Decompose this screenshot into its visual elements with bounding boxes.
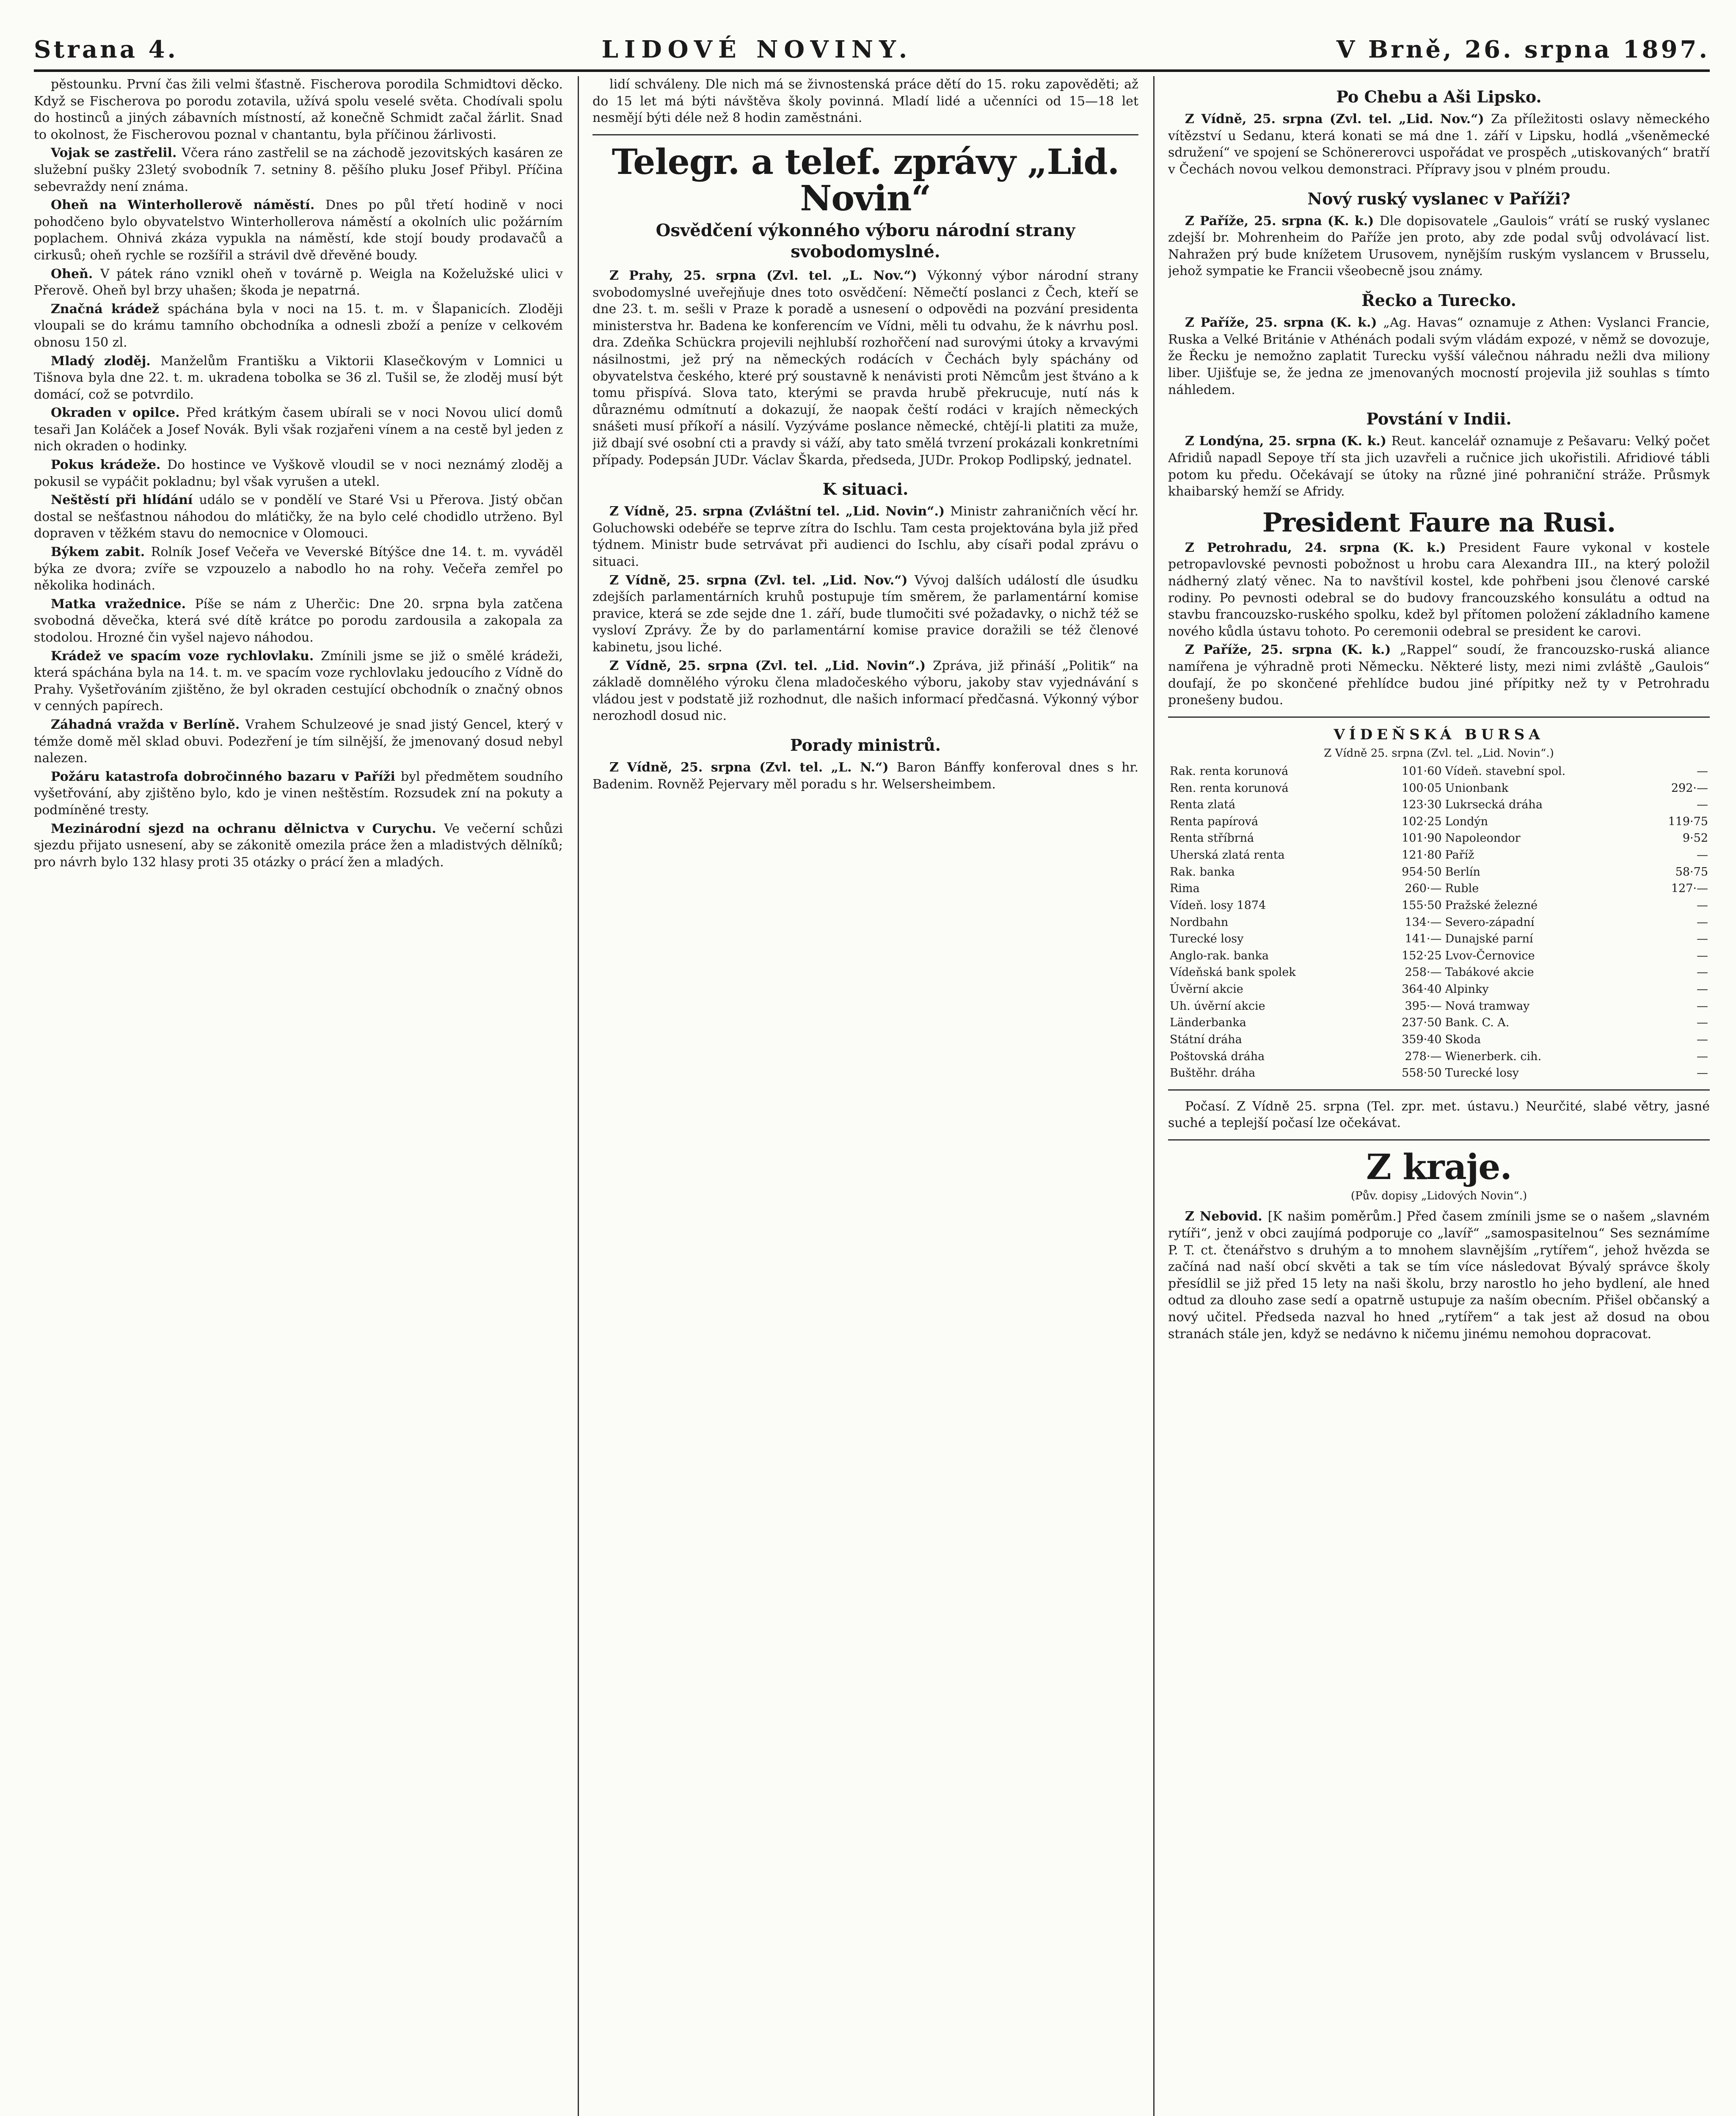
news-item xyxy=(1168,433,1710,500)
exchange-cell-v3: 9·52 xyxy=(1682,832,1708,845)
exchange-row xyxy=(1168,1048,1710,1065)
news-item-head: Z Paříže, 25. srpna (K. k.) xyxy=(1185,213,1380,229)
news-item xyxy=(1168,540,1710,640)
news-item-head: Z Londýna, 25. srpna (K. k.) xyxy=(1185,434,1392,449)
news-item-head: Z Vídně, 25. srpna (Zvl. tel. „Lid. Nov.“) xyxy=(609,573,915,588)
exchange-row xyxy=(1168,897,1710,914)
situation-heading: K situaci. xyxy=(822,479,909,499)
news-item xyxy=(34,492,563,542)
news-item-head: Z Nebovid. xyxy=(1185,1209,1268,1224)
exchange-cell-v3: — xyxy=(1697,949,1708,962)
news-item-body: Reut. kancelář oznamuje z Pešavaru: Velký počet Afridiů napadl Sepoye tří sta jich uzavřeli a ručnice jich ukořistili. Afridiové tábli potom ku předu. Očekávají se útoky na různé jiné pohraniční stráže. Průsmyk khaibarský hemží se Afridy. xyxy=(1168,434,1710,499)
exchange-cell-v3: — xyxy=(1697,1033,1708,1046)
news-item-body: Za příležitosti oslavy německého vítězství u Sedanu, která konati se má dne 1. září v Lipsku, hodlá „všeněmecké sdružení“ ve spojení se Schönererovci uspořádat ve prospěch „utiskovaných“ bratří v Čechách novou velkou demonstraci. Přípravy jsou v plném proudu. xyxy=(1168,112,1710,177)
exchange-cell-v2: Pražské železné xyxy=(1445,898,1538,912)
exchange-cell-name: Nordbahn xyxy=(1170,915,1229,929)
news-item xyxy=(34,266,563,299)
news-title: Po Chebu a Aši Lipsko. xyxy=(1336,87,1542,106)
news-item-head: Matka vražednice. xyxy=(51,596,195,612)
news-item xyxy=(34,769,563,819)
news-item-head: Neštěstí při hlídání xyxy=(51,493,199,508)
exchange-row xyxy=(1168,1065,1710,1082)
exchange-cell-v2: Alpinky xyxy=(1445,983,1489,996)
issue-date: V Brně, 26. srpna 1897. xyxy=(1336,36,1710,63)
newspaper-page xyxy=(34,17,1710,2116)
news-title: Řecko a Turecko. xyxy=(1361,291,1516,310)
news-item-body: Výkonný výbor národní strany svobodomyslné uveřejňuje dnes toto osvědčení: Němečtí poslanci z Čech, kteří se dne 23. t. m. sešli v Praze k poradě a usnesení o odpovědi na pozvání presidenta ministerstva hr. Badena ke konferencím ve Vídni, měli tu odvahu, že k návrhu posl. dra. Zdeňka Schückra projevili nejhlubší rozhořčení nad surovými útoky a krvavými násilnostmi, jež prý na německých rodácích v Čechách byly spáchány od obyvatelstva českého, které prý soustavně k nenávisti proti Němcům jest štváno a k tomu přispívá. Slova tato, kterými se pravda hrubě překrucuje, nutí nás k důraznému odmítnutí a dokazují, že naopak čeští rodáci v krajích německých snášeti musí příkoří a násilí. Vyzýváme poslance německé, chtějí-li platiti za muže, již dbají své osobní cti a pravdy si váží, aby tato smělá tvrzení prokázali konkretními případy. Podepsán JUDr. Václav Škarda, předseda, JUDr. Prokop Podlipský, jednatel. xyxy=(592,268,1138,468)
exchange-row xyxy=(1168,847,1710,864)
divider xyxy=(1168,716,1710,718)
exchange-cell-v2: Lvov-Černovice xyxy=(1445,949,1535,962)
news-item-head: Značná krádež xyxy=(51,301,168,317)
news-item-body: Před krátkým časem ubírali se v noci Novou ulicí domů tesaři Jan Koláček a Josef Novák. Byli však rozjařeni vínem a na cestě byl jeden z nich okraden o hodinky. xyxy=(34,405,563,454)
exchange-cell-v1: 155·50 xyxy=(1402,898,1442,912)
exchange-cell-name: Úvěrní akcie xyxy=(1170,983,1243,996)
news-item-head: Z Paříže, 25. srpna (K. k.) xyxy=(1185,642,1400,658)
exchange-cell-v3: — xyxy=(1697,1050,1708,1063)
faure-items xyxy=(1168,540,1710,709)
news-item xyxy=(34,145,563,195)
col3-news-items xyxy=(1168,86,1710,500)
exchange-row xyxy=(1168,796,1710,813)
exchange-row xyxy=(1168,948,1710,964)
news-item xyxy=(592,572,1138,656)
news-item xyxy=(34,301,563,351)
exchange-cell-v1: 395·— xyxy=(1405,999,1442,1013)
exchange-cell-v3: — xyxy=(1697,764,1708,778)
ministers-heading: Porady ministrů. xyxy=(790,735,941,755)
news-item-body: „Ag. Havas“ oznamuje z Athen: Vyslanci Francie, Ruska a Velké Británie v Athénách podali svým vládám expozé, v němž se dovozuje, že Řecku je nemožno zaplatit Turecku vyšší válečnou náhradu nežli dva miliony liber. Ujišťuje se, že jedna ze jmenovaných mocností projevila již souhlas s tímto náhledem. xyxy=(1168,315,1710,397)
exchange-cell-v1: 237·50 xyxy=(1402,1016,1442,1030)
exchange-row xyxy=(1168,780,1710,797)
exchange-cell-v1: 101·60 xyxy=(1402,764,1442,778)
news-item-head: Pokus krádeže. xyxy=(51,457,168,473)
news-item-body: [K našim poměrům.] Před časem zmínili jsme se o našem „slavném rytíři“, jenž v obci zaujímá podporuje co „lavíř“ „samospasitelnou“ Ses seznámíme P. T. ct. čtenářstvo s druhým a to mnohem slavnějším „rytířem“, jehož hvězda se začíná nad naší obcí skvěti a tak se tím více následovat Bývalý správce školy přesídlil se již před 15 lety na naši školu, brzy narostlo ho jeho bydlení, ale hned odtud za dlouho zase sedí a opatrně ustupuje za naším obecním. Přišel občanský a nový učitel. Předseda nazval ho hned „rytířem“ a tak jest až dosud na obou stranách stále jen, když se nedávno k ničemu jinému nemohou dopracovat. xyxy=(1168,1209,1710,1342)
exchange-row xyxy=(1168,981,1710,998)
exchange-cell-v1: 278·— xyxy=(1405,1050,1442,1063)
exchange-cell-v3: — xyxy=(1697,966,1708,979)
situation-items xyxy=(592,503,1138,725)
news-item xyxy=(34,197,563,264)
exchange-cell-v2: Wienerberk. cih. xyxy=(1445,1050,1542,1063)
exchange-cell-v1: 100·05 xyxy=(1402,781,1442,795)
news-item-head: Býkem zabit. xyxy=(51,545,151,560)
exchange-cell-v3: 119·75 xyxy=(1668,815,1708,828)
exchange-cell-v2: Napoleondor xyxy=(1445,832,1521,845)
kraje-subheading: (Pův. dopisy „Lidových Novin“.) xyxy=(1350,1190,1527,1203)
exchange-row xyxy=(1168,813,1710,830)
news-item-body: Do hostince ve Vyškově vloudil se v noci neznámý zloděj a pokusil se vypáčit pokladnu; byl však vyrušen a utekl. xyxy=(34,457,563,489)
exchange-cell-v2: Ruble xyxy=(1445,882,1479,895)
news-item-body: Ve večerní schůzi sjezdu přijato usnesení, aby se zákonitě omezila práce žen a mladistvých dělníků; pro návrh bylo 132 hlasy proti 35 otázky o prácí žen a mladých. xyxy=(34,821,563,870)
news-item-head: Z Vídně, 25. srpna (Zvláštní tel. „Lid. Novin“.) xyxy=(609,504,951,519)
exchange-cell-v1: 101·90 xyxy=(1402,832,1442,845)
exchange-cell-v1: 102·25 xyxy=(1402,815,1442,828)
column-2 xyxy=(592,76,1138,2116)
exchange-cell-v3: — xyxy=(1697,983,1708,996)
news-item xyxy=(34,596,563,646)
news-item-head: Z Vídně, 25. srpna (Zvl. tel. „Lid. Novin“.) xyxy=(609,658,933,673)
news-item-head: Okraden v opilce. xyxy=(51,405,187,421)
news-item xyxy=(1168,642,1710,708)
exchange-cell-v3: — xyxy=(1697,932,1708,946)
exchange-cell-name: Länderbanka xyxy=(1170,1016,1246,1030)
column-rule xyxy=(1153,76,1155,2116)
exchange-cell-v1: 359·40 xyxy=(1402,1033,1442,1046)
telegraph-subheading: Osvědčení výkonného výboru národní strany svobodomyslné. xyxy=(656,220,1075,262)
news-item-body: Píše se nám z Uherčic: Dne 20. srpna byla zatčena svobodná děvečka, která své dítě krátce po porodu zardousila a zakopala za stodolou. Hrozné čin vyšel najevo náhodou. xyxy=(34,596,563,645)
column-1 xyxy=(34,76,563,2116)
news-item-body: Vrahem Schulzeové je snad jistý Gencel, který v témže domě měl sklad obuvi. Podezření je tím silnější, že jmenovaný dosud nebyl nalezen. xyxy=(34,717,563,766)
news-item xyxy=(1168,213,1710,280)
exchange-row xyxy=(1168,880,1710,897)
exchange-cell-name: Renta zlatá xyxy=(1170,798,1236,812)
news-item xyxy=(592,503,1138,570)
news-item xyxy=(34,457,563,490)
exchange-cell-name: Renta papírová xyxy=(1170,815,1259,828)
exchange-cell-v1: 134·— xyxy=(1405,915,1442,929)
news-title: Nový ruský vyslanec v Paříži? xyxy=(1307,189,1571,208)
news-item xyxy=(592,267,1138,468)
column-rule xyxy=(578,76,579,2116)
exchange-cell-name: Buštěhr. dráha xyxy=(1170,1066,1256,1080)
exchange-cell-v3: 58·75 xyxy=(1675,865,1708,879)
news-item xyxy=(34,353,563,403)
exchange-cell-name: Vídeň. losy 1874 xyxy=(1170,898,1266,912)
exchange-row xyxy=(1168,864,1710,881)
exchange-row xyxy=(1168,964,1710,981)
exchange-cell-v3: — xyxy=(1697,798,1708,812)
exchange-cell-v2: Vídeň. stavební spol. xyxy=(1445,764,1566,778)
news-item xyxy=(1168,1208,1710,1342)
telegraph-heading: Telegr. a telef. zprávy „Lid. Novin“ xyxy=(612,141,1119,219)
exchange-cell-v3: — xyxy=(1697,898,1708,912)
news-item-body: Dle dopisovatele „Gaulois“ vrátí se ruský vyslanec zdejší br. Mohrenheim do Paříže jen proto, aby zde podal svůj odvolávací list. Nahražen prý bude knížetem Urusovem, nynějším ruským vyslancem v Brusselu, jehož sympatie ke Francii všeobecně jsou známy. xyxy=(1168,213,1710,279)
exchange-cell-name: Vídeňská bank spolek xyxy=(1170,966,1296,979)
news-item-head: Z Prahy, 25. srpna (Zvl. tel. „L. Nov.“) xyxy=(609,268,928,283)
exchange-row xyxy=(1168,931,1710,948)
news-title: Povstání v Indii. xyxy=(1366,409,1512,429)
news-item-body: spáchána byla v noci na 15. t. m. v Šlapanicích. Zloději vloupali se do krámu tamního obchodníka a odnesli zboží a peníze v celkovém obnosu 150 zl. xyxy=(34,301,563,350)
news-item-body: Zpráva, již přináší „Politik“ na základě domnělého výroku člena mladočeského výboru, jakoby stav vyjednávání s vládou jest v podstatě již rozhodnut, dle našich informací předčasná. Výkonný výbor nerozhodl dosud nic. xyxy=(592,658,1138,724)
exchange-row xyxy=(1168,830,1710,847)
news-item-head: Mezinárodní sjezd na ochranu dělnictva v Curychu. xyxy=(51,821,444,836)
exchange-cell-v1: 364·40 xyxy=(1402,983,1442,996)
newspaper-title: LIDOVÉ NOVINY. xyxy=(601,36,913,63)
page-number: Strana 4. xyxy=(34,36,179,63)
news-item-body: Vývoj dalších událostí dle úsudku zdejších parlamentárních kruhů postupuje tím směrem, že parlamentární komise pravice, která se zde sejde dne 1. září, bude tlumočiti své požadavky, o nichž též se vysloví Zprávy. Že by do parlamentární komise pravice doražili se též členové kabinetu, jsou liché. xyxy=(592,573,1138,655)
news-item-head: Z Petrohradu, 24. srpna (K. k.) xyxy=(1185,540,1459,555)
news-item-body: Dnes po půl třetí hodině v noci pohodčeno bylo obyvatelstvo Winterhollerova náměstí a okolních ulic požárním poplachem. Ohnivá zkáza vypukla na náměstí, kde stojí boudy prodavačů a cirkusů; oheň rychle se rozšířil a strávil dvě dřevěné boudy. xyxy=(34,198,563,263)
news-item-head: Z Vídně, 25. srpna (Zvl. tel. „L. N.“) xyxy=(609,760,897,775)
exchange-cell-v3: 292·— xyxy=(1671,781,1708,795)
exchange-cell-name: Turecké losy xyxy=(1170,932,1244,946)
article-continuation: lidí schváleny. Dle nich má se živnostenská práce dětí do 15. roku zapověděti; až do 15 let má býti návštěva školy povinná. Mladí lidé a učenníci od 15—18 let nesmějí býti déle než 8 hodin zaměstnáni. xyxy=(592,77,1138,126)
exchange-cell-name: Ren. renta korunová xyxy=(1170,781,1289,795)
exchange-cell-v1: 260·— xyxy=(1405,882,1442,895)
news-item xyxy=(34,821,563,871)
news-item xyxy=(592,658,1138,725)
exchange-row xyxy=(1168,763,1710,780)
news-item xyxy=(1168,111,1710,178)
column-3 xyxy=(1168,76,1710,2116)
news-item-body: Rolník Josef Večeřa ve Veverské Bítýšce dne 14. t. m. vyváděl býka ze dvora; zvíře se vzpouzelo a nabodlo ho na rohy. Večeřa zemřel po několika hodinách. xyxy=(34,545,563,593)
news-item-head: Z Paříže, 25. srpna (K. k.) xyxy=(1185,315,1383,331)
exchange-cell-v3: 127·— xyxy=(1671,882,1708,895)
exchange-cell-v3: — xyxy=(1697,915,1708,929)
news-item-body: Baron Bánffy konferoval dnes s hr. Badenim. Rovněž Pejervary měl poradu s hr. Welsersheimbem. xyxy=(592,760,1138,792)
news-item-head: Oheň. xyxy=(51,266,100,281)
exchange-cell-v3: — xyxy=(1697,999,1708,1013)
exchange-cell-v1: 141·— xyxy=(1405,932,1442,946)
exchange-cell-name: Uherská zlatá renta xyxy=(1170,849,1285,862)
exchange-cell-name: Renta stříbrná xyxy=(1170,832,1254,845)
news-item xyxy=(1168,314,1710,398)
exchange-table xyxy=(1168,763,1710,1082)
news-item-body: Zmínili jsme se již o smělé krádeži, která spáchána byla na 14. t. m. ve spacím voze rychlovlaku jedoucího z Vídně do Prahy. Vyšetřováním zjištěno, že byl okraden cestující obchodník o značný obnos v cenných papírech. xyxy=(34,648,563,714)
news-item-body: Včera ráno zastřelil se na záchodě jezovitských kasáren ze služební pušky 23letý svobodník 7. setniny 8. pěšího pluku Josef Přibyl. Příčina sebevraždy není známa. xyxy=(34,146,563,194)
exchange-cell-name: Státní dráha xyxy=(1170,1033,1242,1046)
ministers-items xyxy=(592,759,1138,793)
divider xyxy=(1168,1089,1710,1091)
exchange-cell-name: Rima xyxy=(1170,882,1200,895)
exchange-row xyxy=(1168,1014,1710,1031)
exchange-cell-name: Poštovská dráha xyxy=(1170,1050,1265,1063)
kraje-heading: Z kraje. xyxy=(1366,1147,1512,1187)
exchange-cell-v2: Nová tramway xyxy=(1445,999,1530,1013)
exchange-cell-v3: — xyxy=(1697,849,1708,862)
news-item-head: Vojak se zastřelil. xyxy=(51,146,182,161)
col1-items xyxy=(34,145,563,871)
exchange-title: VÍDEŇSKÁ BURSA xyxy=(1334,726,1544,743)
news-item xyxy=(34,716,563,767)
exchange-cell-v2: Tabákové akcie xyxy=(1445,966,1534,979)
news-item-head: Mladý zloděj. xyxy=(51,353,161,369)
news-item-body: byl předmětem soudního vyšetřování, aby zjištěno bylo, kdo je vinen neštěstím. Rozsudek zní na pokuty a podmíněné tresty. xyxy=(34,769,563,818)
article-continuation: pěstounku. První čas žili velmi šťastně. Fischerova porodila Schmidtovi děcko. Když se Fischerova po porodu zotavila, užívá spolu veselé světa. Chodívali spolu do hostinců a jiných zábavních místností, až konečně Schmidt začal žárlit. Snad to okolnost, že Fischerovou poznal v chantantu, byla příčinou žárlivosti. xyxy=(34,77,563,142)
news-item-body: Manželům Františku a Viktorii Klasečkovým v Lomnici u Tišnova byla dne 22. t. m. ukradena tobolka se 36 zl. Tušil se, že zloděj musí být domácí, což se potvrdilo. xyxy=(34,353,563,402)
news-item-head: Oheň na Winterhollerově náměstí. xyxy=(51,198,326,213)
exchange-cell-v2: Lukrsecká dráha xyxy=(1445,798,1543,812)
exchange-cell-v1: 123·30 xyxy=(1402,798,1442,812)
news-item xyxy=(34,544,563,594)
news-item-body: President Faure vykonal v kostele petropavlovské pevnosti pobožnost u hrobu cara Alexandra III., na který položil nádherný zlatý věnec. Na to navštívil kostel, kde pohřbeni jsou členové carské rodiny. Po pevnosti odebral se do budovy francouzského konsulátu a odtud na stavbu francouzsko-ruského spolku, kdež byl přítomen položení základního kamene nového kůdla ústavu tohoto. Po ceremonii odebral se president ke carovi. xyxy=(1168,540,1710,639)
exchange-cell-name: Rak. renta korunová xyxy=(1170,764,1289,778)
telegraph-items xyxy=(592,267,1138,468)
exchange-cell-v1: 121·80 xyxy=(1402,849,1442,862)
exchange-cell-v1: 152·25 xyxy=(1402,949,1442,962)
news-item xyxy=(592,759,1138,793)
news-item xyxy=(34,648,563,715)
news-item-head: Krádež ve spacím voze rychlovlaku. xyxy=(51,648,321,664)
masthead xyxy=(34,17,1710,72)
exchange-row xyxy=(1168,1031,1710,1048)
divider xyxy=(592,134,1138,135)
news-item-body: V pátek ráno vznikl oheň v továrně p. Weigla na Koželužské ulici v Přerově. Oheň byl brzy uhašen; škoda je nepatrná. xyxy=(34,266,563,298)
exchange-cell-name: Rak. banka xyxy=(1170,865,1235,879)
exchange-cell-v2: Severo-západní xyxy=(1445,915,1535,929)
exchange-cell-v2: Skoda xyxy=(1445,1033,1481,1046)
news-item-head: Z Vídně, 25. srpna (Zvl. tel. „Lid. Nov.“) xyxy=(1185,112,1491,127)
exchange-cell-v2: Berlín xyxy=(1445,865,1480,879)
exchange-cell-name: Anglo-rak. banka xyxy=(1170,949,1269,962)
exchange-cell-v2: Dunajské parní xyxy=(1445,932,1533,946)
exchange-cell-name: Uh. úvěrní akcie xyxy=(1170,999,1265,1013)
news-item-head: Záhadná vražda v Berlíně. xyxy=(51,717,245,732)
kraje-items xyxy=(1168,1208,1710,1342)
exchange-cell-v1: 558·50 xyxy=(1402,1066,1442,1080)
exchange-cell-v2: Bank. C. A. xyxy=(1445,1016,1510,1030)
exchange-cell-v2: Turecké losy xyxy=(1445,1066,1519,1080)
news-item-body: Ministr zahraničních věcí hr. Goluchowski odebéře se teprve zítra do Ischlu. Tam cesta projektována byla již před týdnem. Ministr bude setrvávat při audienci do Ischlu, aby císaři podal zprávu o situaci. xyxy=(592,504,1138,570)
exchange-row xyxy=(1168,998,1710,1015)
exchange-cell-v2: Londýn xyxy=(1445,815,1488,828)
exchange-cell-v3: — xyxy=(1697,1066,1708,1080)
exchange-cell-v3: — xyxy=(1697,1016,1708,1030)
weather-report: Počasí. Z Vídně 25. srpna (Tel. zpr. met. ústavu.) Neurčité, slabé větry, jasné suché a teplejší počasí lze očekávat. xyxy=(1168,1099,1710,1131)
exchange-cell-v2: Paříž xyxy=(1445,849,1474,862)
exchange-cell-v2: Unionbank xyxy=(1445,781,1509,795)
exchange-subtitle: Z Vídně 25. srpna (Zvl. tel. „Lid. Novin“.) xyxy=(1324,747,1554,760)
exchange-cell-v1: 954·50 xyxy=(1402,865,1442,879)
exchange-cell-v1: 258·— xyxy=(1405,966,1442,979)
exchange-row xyxy=(1168,914,1710,931)
divider xyxy=(1168,1139,1710,1141)
news-item-body: „Rappel“ soudí, že francouzsko-ruská aliance namířena je výhradně proti Německu. Některé listy, mezi nimi zvláště „Gaulois“ doufají, že po skončené přehlídce budou jiné přípitky než ty v Petrohradu pronešeny budou. xyxy=(1168,642,1710,708)
faure-heading: President Faure na Rusi. xyxy=(1262,507,1616,538)
news-item-body: událo se v pondělí ve Staré Vsi u Přerova. Jistý občan dostal se nešťastnou náhodou do mlátičky, že na bylo celé chodidlo utrženo. Byl dopraven v těžkém stavu do nemocnice v Olomouci. xyxy=(34,493,563,541)
news-item-head: Požáru katastrofa dobročinného bazaru v Paříži xyxy=(51,769,401,784)
news-item xyxy=(34,405,563,455)
